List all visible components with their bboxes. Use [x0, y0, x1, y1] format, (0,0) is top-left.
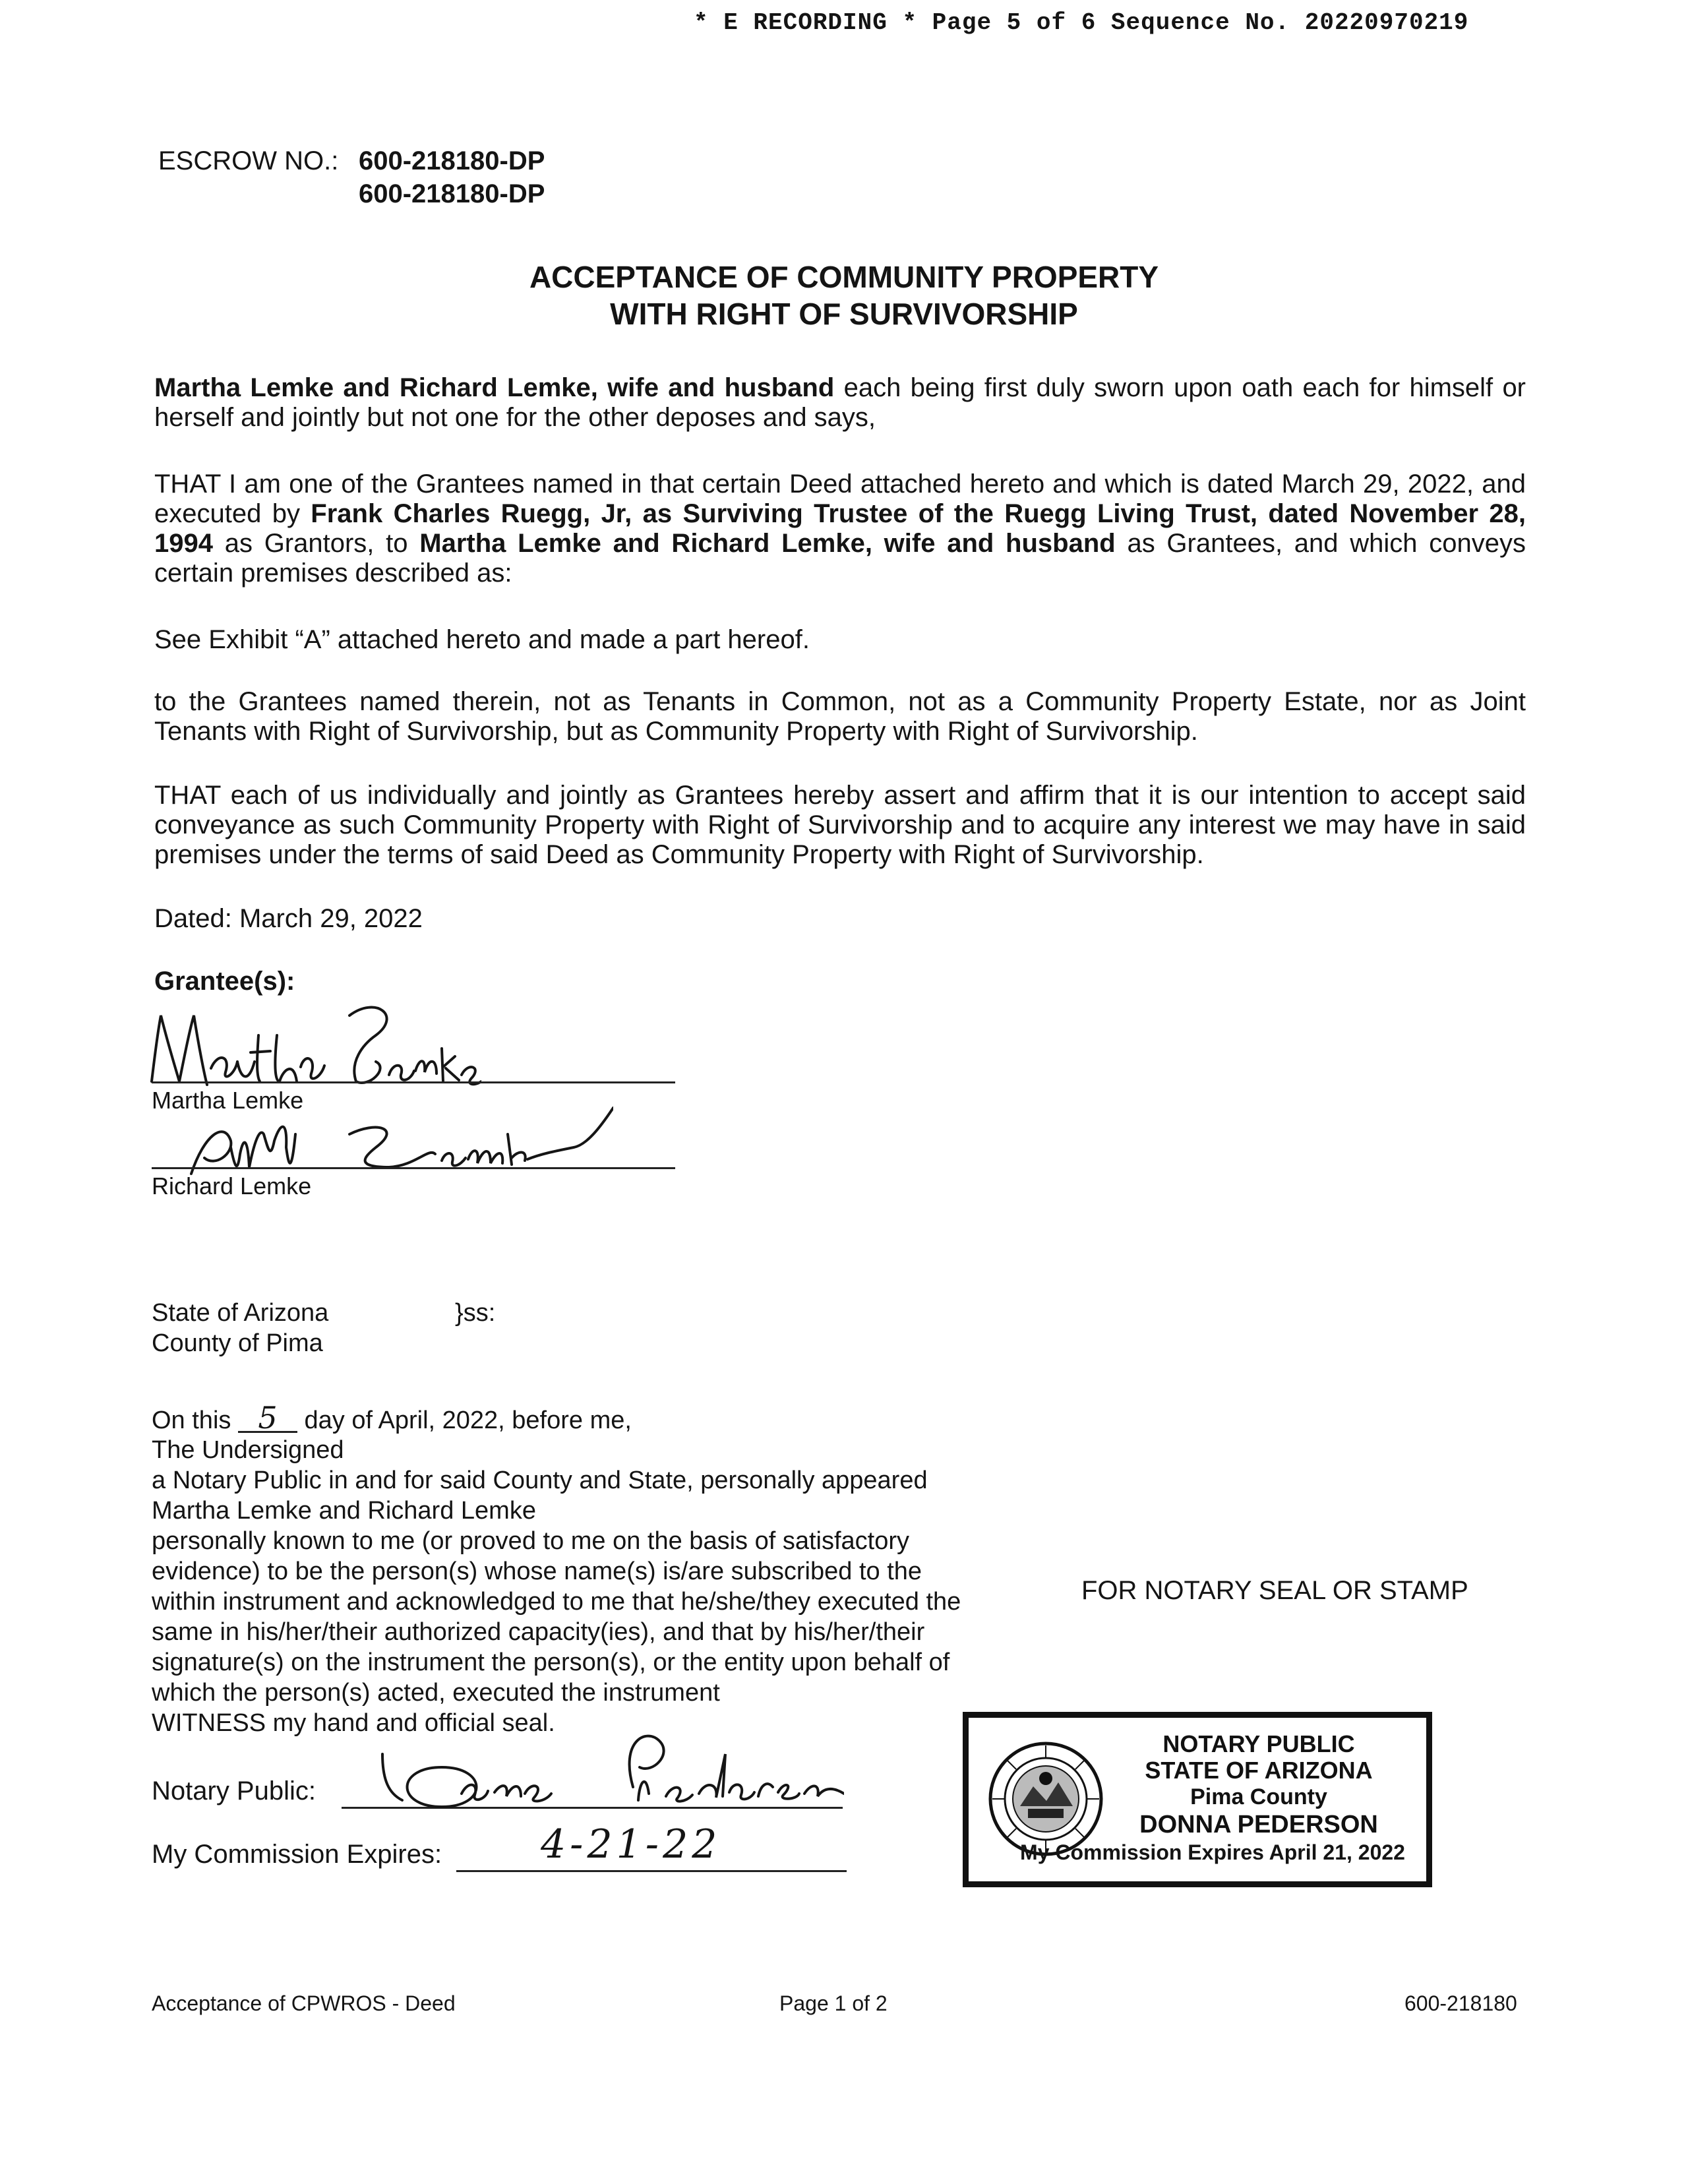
signature-line-1: [152, 1081, 675, 1083]
grantees-heading: Grantee(s):: [154, 967, 295, 996]
title-line-2: WITH RIGHT OF SURVIVORSHIP: [610, 297, 1078, 331]
stamp-line-5: My Commission Expires April 21, 2022: [1020, 1840, 1405, 1864]
commission-label: My Commission Expires:: [152, 1840, 442, 1869]
commission-line: [456, 1870, 847, 1872]
grantee-names-bold: Martha Lemke and Richard Lemke, wife and husband: [154, 373, 835, 402]
notary-line-undersigned: The Undersigned: [152, 1436, 344, 1464]
tenancy-paragraph: to the Grantees named therein, not as Tenants in Common, not as a Community Property Estate, nor as Joint Tenants with Right of Survivorship, but as Community Property with Right of Survivorship.: [154, 687, 1526, 746]
stamp-line-3: Pima County: [1190, 1784, 1327, 1809]
grantee-bold: Martha Lemke and Richard Lemke, wife and husband: [419, 529, 1116, 558]
notary-signature: [356, 1714, 844, 1813]
notary-line-c: personally known to me (or proved to me on the basis of satisfactory: [152, 1527, 909, 1555]
deed-paragraph: [154, 470, 1526, 588]
day-rest: day of April, 2022, before me,: [304, 1407, 632, 1434]
dated-line: Dated: March 29, 2022: [154, 904, 423, 933]
stamp-text-block: [1100, 1731, 1417, 1839]
signature-line-2: [152, 1167, 675, 1169]
escrow-number-1: 600-218180-DP: [359, 146, 545, 175]
deed-text-c: as Grantors, to: [212, 529, 420, 558]
notary-day-line: [152, 1400, 632, 1436]
document-title: [0, 258, 1688, 332]
notary-acknowledgment: [152, 1435, 1088, 1738]
affirmation-paragraph: THAT each of us individually and jointly as Grantees hereby assert and affirm that it is our intention to accept said conveyance as such Community Property with Right of Survivorship and to acquire any interest we may have in said premises under the terms of said Deed as Community Property with Right of Survivorship.: [154, 781, 1526, 869]
day-handwritten: 5: [238, 1405, 297, 1433]
footer-center: Page 1 of 2: [779, 1991, 888, 2015]
stamp-line-1: NOTARY PUBLIC: [1162, 1730, 1355, 1757]
deposition-paragraph: [154, 373, 1526, 433]
notary-line-g: signature(s) on the instrument the person(s), or the entity upon behalf of: [152, 1649, 950, 1676]
deed-text-a: THAT I am one of the Grantees named in that certain Deed attached hereto and which is dated March 29, 2022, and executed by: [154, 470, 1526, 528]
deed-text-e: as Grantees, and which conveys certain premises described as:: [154, 529, 1526, 588]
notary-ss: }ss:: [455, 1299, 496, 1327]
grantee-name-1: Martha Lemke: [152, 1087, 304, 1114]
deposition-text: each being first duly sworn upon oath each for himself or herself and jointly but not one for the other deposes and says,: [154, 373, 1526, 432]
stamp-line-2: STATE OF ARIZONA: [1145, 1757, 1373, 1784]
commission-date-handwritten: 4-21-22: [541, 1821, 721, 1867]
escrow-number-2: 600-218180-DP: [359, 179, 545, 208]
notary-line-f: same in his/her/their authorized capacity(ies), and that by his/her/their: [152, 1618, 925, 1646]
grantor-bold: Frank Charles Ruegg, Jr, as Surviving Trustee of the Ruegg Living Trust, dated November 28, 1994: [154, 499, 1526, 558]
footer-left: Acceptance of CPWROS - Deed: [152, 1991, 456, 2015]
notary-witness: WITNESS my hand and official seal.: [152, 1709, 555, 1737]
notary-stamp: [963, 1712, 1432, 1887]
seal-caption: FOR NOTARY SEAL OR STAMP: [1081, 1576, 1468, 1605]
notary-state: State of Arizona: [152, 1299, 329, 1327]
grantee-name-2: Richard Lemke: [152, 1172, 312, 1199]
footer-right: 600-218180: [1404, 1991, 1517, 2015]
notary-line-d: evidence) to be the person(s) whose name(s) is/are subscribed to the: [152, 1558, 922, 1585]
exhibit-paragraph: See Exhibit “A” attached hereto and made a part hereof.: [154, 625, 810, 654]
notary-line-b: Martha Lemke and Richard Lemke: [152, 1497, 536, 1525]
notary-county: County of Pima: [152, 1329, 323, 1357]
notary-line-e: within instrument and acknowledged to me that he/she/they executed the: [152, 1588, 961, 1616]
notary-line-h: which the person(s) acted, executed the instrument: [152, 1679, 720, 1707]
recording-header: * E RECORDING * Page 5 of 6 Sequence No. 20220970219: [694, 9, 1469, 36]
escrow-label: ESCROW NO.:: [158, 146, 339, 175]
notary-public-label: Notary Public:: [152, 1776, 316, 1805]
title-line-1: ACCEPTANCE OF COMMUNITY PROPERTY: [529, 260, 1159, 294]
stamp-line-4: DONNA PEDERSON: [1139, 1811, 1378, 1838]
notary-line-a: a Notary Public in and for said County and State, personally appeared: [152, 1467, 928, 1494]
on-this-label: On this: [152, 1407, 231, 1434]
